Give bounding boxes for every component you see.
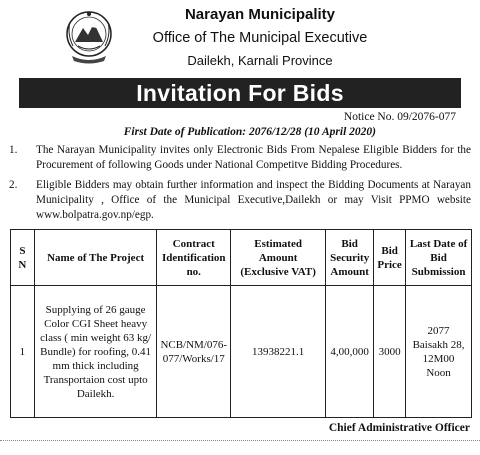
org-name: Narayan Municipality — [184, 6, 336, 23]
publication-date: First Date of Publication: 2076/12/28 (10 April 2020) — [123, 126, 376, 138]
clause-text: Eligible Bidders may obtain further information and inspect the Bidding Documents at Narayan Municipality , Office of the Municipal Executive,Dailekh or may Visit PPMO website www.bolpatra.gov.np/egp. — [36, 179, 471, 221]
notice-header — [0, 0, 480, 78]
header-last-date: Last Date of Bid Submission — [406, 230, 472, 286]
bids-table — [10, 229, 472, 418]
clause-text: The Narayan Municipality invites only Electronic Bids From Nepalese Eligible Bidders for the Procurement of following Goods under National Competitve Bidding Procedures. — [36, 144, 471, 171]
clause-item — [9, 178, 471, 223]
clause-number: 2. — [9, 179, 18, 191]
cell-estimated-amount: 13938221.1 — [231, 286, 326, 418]
office-name: Office of The Municipal Executive — [152, 30, 368, 46]
header-project: Name of The Project — [34, 230, 157, 286]
municipal-emblem-icon — [64, 8, 114, 66]
cell-sn: 1 — [11, 286, 35, 418]
cell-bid-security: 4,00,000 — [326, 286, 374, 418]
cell-bid-price: 3000 — [374, 286, 406, 418]
cell-last-date: 2077 Baisakh 28, 12M00 Noon — [406, 286, 472, 418]
header-bid-security: Bid Security Amount — [326, 230, 374, 286]
clause-item — [9, 143, 471, 173]
header-contract-id: Contract Identification no. — [157, 230, 231, 286]
notice-clauses — [9, 143, 471, 228]
bottom-divider — [0, 440, 480, 441]
signatory: Chief Administrative Officer — [328, 422, 470, 434]
notice-number: Notice No. 09/2076-077 — [343, 111, 456, 123]
cell-project: Supplying of 26 gauge Color CGI Sheet heavy class ( min weight 63 kg/ Bundle) for roofing, 0.41 mm thick including Transportaion cost upto Dailekh. — [34, 286, 157, 418]
notice-title-banner: Invitation For Bids — [19, 78, 461, 108]
clause-number: 1. — [9, 144, 18, 156]
header-estimated-amount: Estimated Amount (Exclusive VAT) — [231, 230, 326, 286]
table-header-row — [11, 230, 472, 286]
table-row — [11, 286, 472, 418]
cell-contract-id: NCB/NM/076-077/Works/17 — [157, 286, 231, 418]
header-sn: S N — [11, 230, 35, 286]
office-location: Dailekh, Karnali Province — [187, 53, 333, 68]
header-bid-price: Bid Price — [374, 230, 406, 286]
